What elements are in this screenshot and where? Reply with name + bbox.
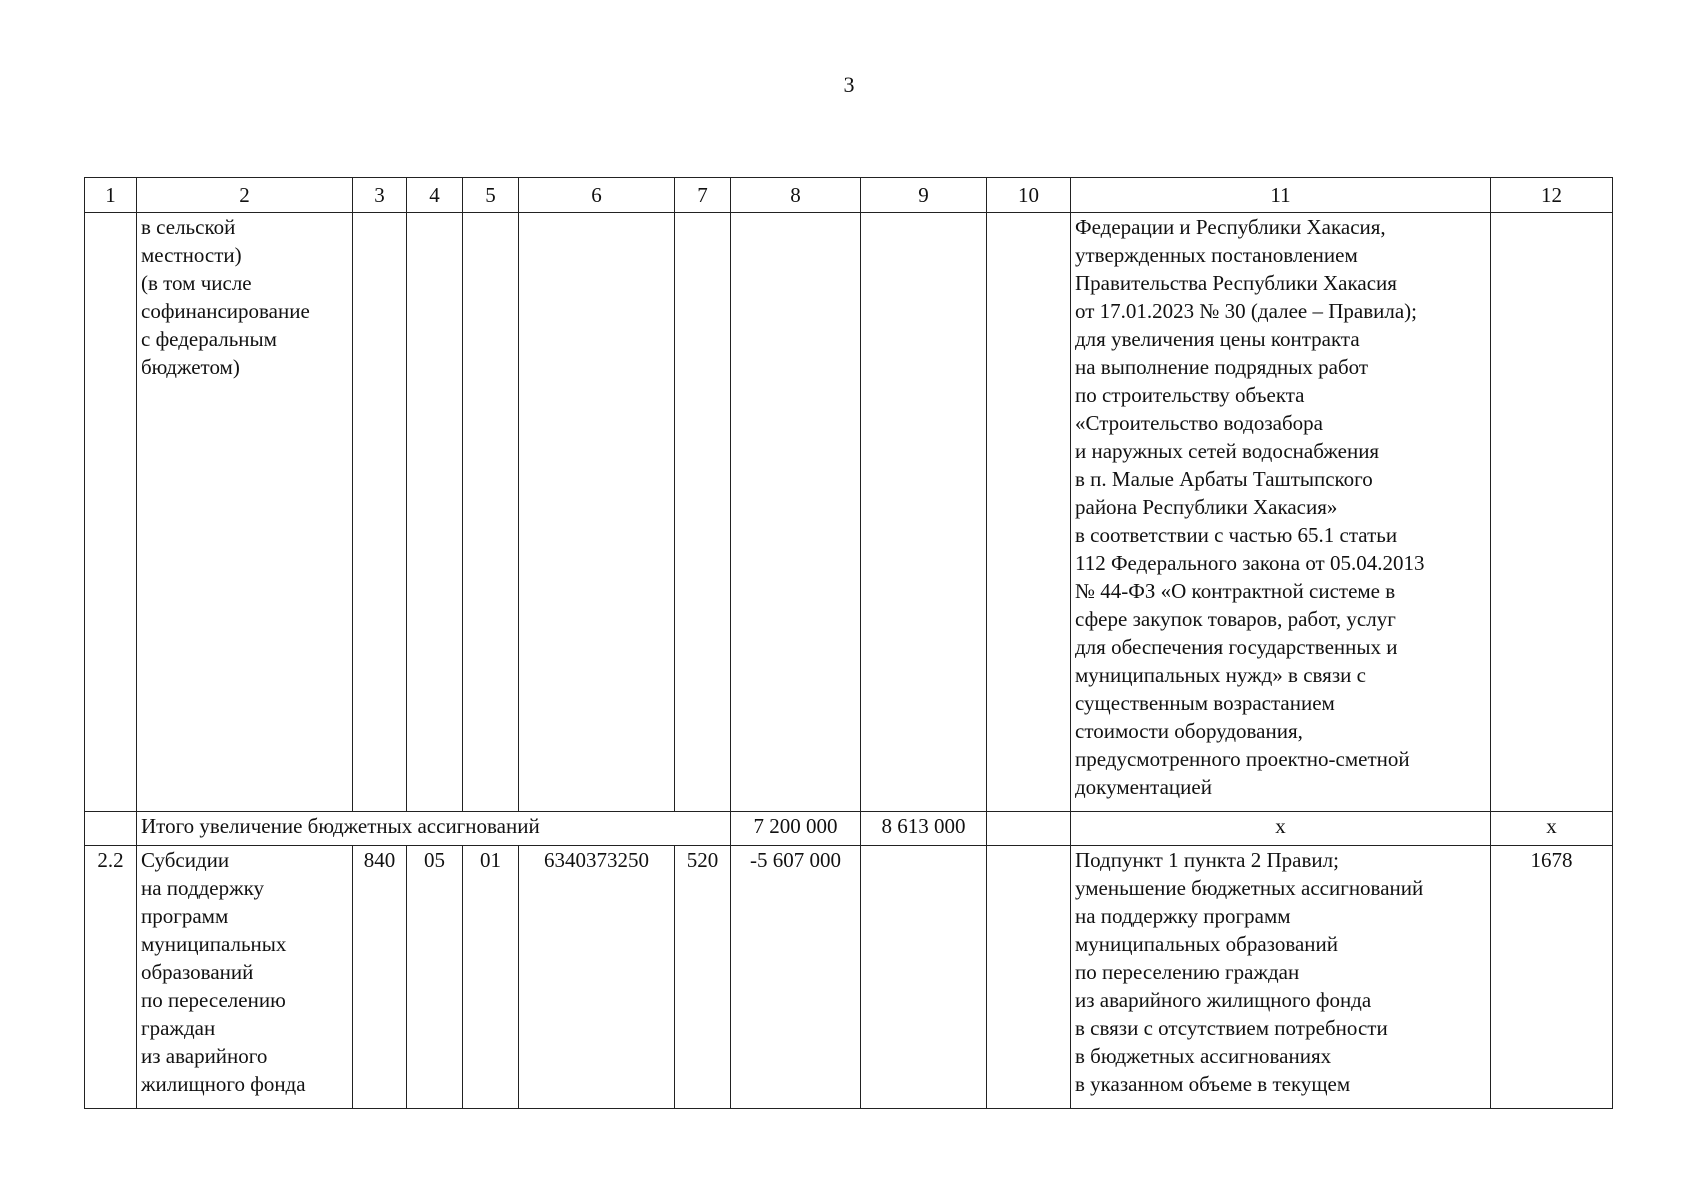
- cell-item-name: Субсидии на поддержку программ муниципальных образований по переселению граждан из аварийного жилищного фонда: [137, 846, 353, 1109]
- table-row-2-2: [85, 846, 1613, 1109]
- row-number: 2.2: [85, 846, 137, 1109]
- header-cell-1: 1: [85, 178, 137, 213]
- page-number: 3: [843, 72, 855, 97]
- cell-item-name: в сельской местности) (в том числе софинансирование с федеральным бюджетом): [137, 213, 353, 812]
- cell-subsection-code: 01: [463, 846, 519, 1109]
- cell-amount-col8: -5 607 000: [731, 846, 861, 1109]
- cell-justification: Федерации и Республики Хакасия, утвержденных постановлением Правительства Республики Хакасия от 17.01.2023 № 30 (далее – Правила); для увеличения цены контракта на выполнение подрядных работ по строительству объекта «Строительство водозабора и наружных сетей водоснабжения в п. Малые Арбаты Таштыпского района Республики Хакасия» в соответствии с частью 65.1 статьи 112 Федерального закона от 05.04.2013 № 44-ФЗ «О контрактной системе в сфере закупок товаров, работ, услуг для обеспечения государственных и муниципальных нужд» в связи с существенным возрастанием стоимости оборудования, предусмотренного проектно-сметной документацией: [1071, 213, 1491, 812]
- cell-target-code: 6340373250: [519, 846, 675, 1109]
- table-row-continuation: [85, 213, 1613, 812]
- total-col12: х: [1491, 812, 1613, 846]
- cell-empty: [463, 213, 519, 812]
- total-col8: 7 200 000: [731, 812, 861, 846]
- cell-empty: [731, 213, 861, 812]
- cell-empty: [85, 213, 137, 812]
- header-row: [85, 178, 1613, 213]
- cell-empty: [987, 812, 1071, 846]
- cell-justification: Подпункт 1 пункта 2 Правил; уменьшение бюджетных ассигнований на поддержку программ муниципальных образований по переселению граждан из аварийного жилищного фонда в связи с отсутствием потребности в бюджетных ассигнованиях в указанном объеме в текущем: [1071, 846, 1491, 1109]
- header-cell-12: 12: [1491, 178, 1613, 213]
- cell-empty: [407, 213, 463, 812]
- cell-empty: [353, 213, 407, 812]
- header-cell-2: 2: [137, 178, 353, 213]
- budget-table: [84, 177, 1613, 1109]
- header-cell-9: 9: [861, 178, 987, 213]
- total-col11: х: [1071, 812, 1491, 846]
- total-label: Итого увеличение бюджетных ассигнований: [137, 812, 731, 846]
- cell-empty: [1491, 213, 1613, 812]
- header-cell-6: 6: [519, 178, 675, 213]
- cell-empty: [675, 213, 731, 812]
- total-col9: 8 613 000: [861, 812, 987, 846]
- header-cell-7: 7: [675, 178, 731, 213]
- header-cell-8: 8: [731, 178, 861, 213]
- table-row-total: [85, 812, 1613, 846]
- header-cell-10: 10: [987, 178, 1071, 213]
- header-cell-5: 5: [463, 178, 519, 213]
- cell-empty: [519, 213, 675, 812]
- cell-empty: [987, 213, 1071, 812]
- header-cell-4: 4: [407, 178, 463, 213]
- cell-expense-type: 520: [675, 846, 731, 1109]
- cell-ministry-code: 840: [353, 846, 407, 1109]
- cell-empty: [861, 213, 987, 812]
- cell-col12: 1678: [1491, 846, 1613, 1109]
- cell-empty: [987, 846, 1071, 1109]
- cell-section-code: 05: [407, 846, 463, 1109]
- header-cell-11: 11: [1071, 178, 1491, 213]
- cell-empty: [85, 812, 137, 846]
- header-cell-3: 3: [353, 178, 407, 213]
- cell-empty: [861, 846, 987, 1109]
